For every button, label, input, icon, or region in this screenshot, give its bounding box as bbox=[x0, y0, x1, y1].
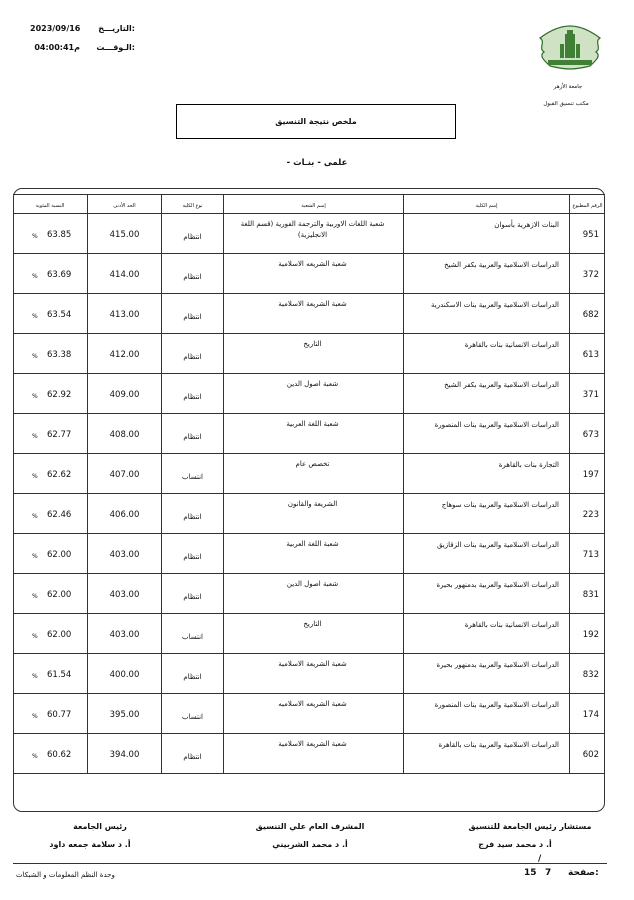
min-cell bbox=[87, 494, 161, 533]
pct-cell bbox=[13, 734, 87, 773]
header-type: نوع الكلية bbox=[161, 195, 223, 213]
type-cell bbox=[161, 254, 223, 293]
university-name: جامعة الأزهر bbox=[553, 84, 583, 90]
pct-unit: % bbox=[32, 433, 38, 440]
printed-code: 602 bbox=[582, 750, 599, 760]
printed-code: 192 bbox=[582, 630, 599, 640]
college-cell bbox=[403, 414, 569, 453]
page-separator: / bbox=[538, 854, 542, 864]
time-value: 04:00:41م bbox=[34, 43, 80, 52]
pct-cell bbox=[13, 454, 87, 493]
min-cell bbox=[87, 694, 161, 733]
pct-unit: % bbox=[32, 553, 38, 560]
code-cell bbox=[569, 254, 605, 293]
pct-value: 62.46 bbox=[47, 510, 72, 520]
college-name: الدراسات الاسلامية والعربية بكفر الشيخ bbox=[444, 381, 559, 389]
min-cell bbox=[87, 414, 161, 453]
pct-cell bbox=[13, 654, 87, 693]
supervisor-title: المشرف العام علي التنسيق bbox=[255, 822, 365, 831]
time-label: الـوقـــت: bbox=[96, 43, 135, 52]
branch-name: شعبة اللغات الاوربية والترجمة الفورية (قسم اللغة الانجليزية) bbox=[240, 220, 385, 239]
pct-cell bbox=[13, 574, 87, 613]
type-cell bbox=[161, 294, 223, 333]
code-cell bbox=[569, 534, 605, 573]
min-score: 413.00 bbox=[109, 310, 140, 320]
university-logo bbox=[534, 22, 606, 72]
branch-cell bbox=[223, 414, 403, 453]
president-name: أ. د سلامة جمعه داود bbox=[49, 840, 131, 849]
page-label: صفحة: bbox=[568, 868, 599, 878]
printed-code: 197 bbox=[582, 470, 599, 480]
report-title: ملخص نتيجة التنسيق bbox=[275, 117, 357, 126]
branch-name: شعبة الشريعه الاسلامية bbox=[278, 260, 347, 268]
pct-value: 61.54 bbox=[47, 670, 72, 680]
type-cell bbox=[161, 654, 223, 693]
printed-code: 832 bbox=[582, 670, 599, 680]
min-cell bbox=[87, 654, 161, 693]
type-cell bbox=[161, 334, 223, 373]
branch-cell bbox=[223, 574, 403, 613]
branch-cell bbox=[223, 494, 403, 533]
min-cell bbox=[87, 534, 161, 573]
pct-value: 62.92 bbox=[47, 390, 72, 400]
branch-name: شعبة الشريعه الاسلاميه bbox=[278, 700, 347, 708]
college-type: انتظام bbox=[183, 673, 202, 681]
min-score: 403.00 bbox=[109, 630, 140, 640]
table-row bbox=[13, 374, 605, 414]
branch-name: التاريخ bbox=[303, 620, 322, 628]
printed-code: 613 bbox=[582, 350, 599, 360]
pct-value: 60.62 bbox=[47, 750, 72, 760]
min-cell bbox=[87, 374, 161, 413]
branch-cell bbox=[223, 734, 403, 773]
pct-unit: % bbox=[32, 353, 38, 360]
printed-code: 174 bbox=[582, 710, 599, 720]
college-cell bbox=[403, 254, 569, 293]
college-cell bbox=[403, 454, 569, 493]
table-row bbox=[13, 734, 605, 774]
header-code: الرقم المطبوع bbox=[569, 195, 605, 213]
pct-unit: % bbox=[32, 753, 38, 760]
pct-unit: % bbox=[32, 633, 38, 640]
pct-cell bbox=[13, 294, 87, 333]
date-label: التاريـــخ: bbox=[98, 24, 135, 33]
college-cell bbox=[403, 294, 569, 333]
college-type: انتظام bbox=[183, 313, 202, 321]
table-row bbox=[13, 694, 605, 734]
table-row bbox=[13, 334, 605, 374]
college-name: الدراسات الاسلامية والعربية بنات المنصورة bbox=[434, 421, 559, 429]
page-total: 15 bbox=[524, 868, 537, 878]
code-cell bbox=[569, 614, 605, 653]
table-row bbox=[13, 454, 605, 494]
branch-name: شعبة الشريعة الاسلامية bbox=[278, 740, 347, 748]
college-name: الدراسات الاسلامية والعربية بنات الاسكندرية bbox=[431, 301, 559, 309]
azhar-emblem-icon bbox=[534, 22, 606, 72]
college-type: انتساب bbox=[182, 713, 203, 721]
branch-name: شعبة الشريعة الاسلامية bbox=[278, 300, 347, 308]
code-cell bbox=[569, 574, 605, 613]
min-score: 409.00 bbox=[109, 390, 140, 400]
table-row bbox=[13, 214, 605, 254]
pct-cell bbox=[13, 334, 87, 373]
college-name: الدراسات الاسلامية والعربية بدمنهور بحيرة bbox=[436, 581, 559, 589]
branch-cell bbox=[223, 294, 403, 333]
min-score: 394.00 bbox=[109, 750, 140, 760]
min-score: 414.00 bbox=[109, 270, 140, 280]
type-cell bbox=[161, 454, 223, 493]
report-title-box bbox=[176, 104, 456, 139]
header-branch: إسم الشعبة bbox=[223, 195, 403, 213]
min-score: 408.00 bbox=[109, 430, 140, 440]
printed-code: 682 bbox=[582, 310, 599, 320]
pct-cell bbox=[13, 374, 87, 413]
code-cell bbox=[569, 334, 605, 373]
pct-value: 62.00 bbox=[47, 590, 72, 600]
president-title: رئيس الجامعة bbox=[73, 822, 127, 831]
min-score: 406.00 bbox=[109, 510, 140, 520]
college-name: البنات الازهرية بأسوان bbox=[494, 221, 559, 229]
branch-name: تخصص عام bbox=[295, 460, 330, 468]
type-cell bbox=[161, 734, 223, 773]
min-score: 415.00 bbox=[109, 230, 140, 240]
college-type: انتظام bbox=[183, 353, 202, 361]
min-score: 412.00 bbox=[109, 350, 140, 360]
office-name: مكتب تنسيق القبول bbox=[543, 101, 589, 107]
college-cell bbox=[403, 654, 569, 693]
code-cell bbox=[569, 454, 605, 493]
printed-code: 372 bbox=[582, 270, 599, 280]
printed-code: 951 bbox=[582, 230, 599, 240]
pct-value: 63.54 bbox=[47, 310, 72, 320]
college-name: الدراسات الاسلامية والعربية بنات الزقازيق bbox=[436, 541, 559, 549]
college-cell bbox=[403, 374, 569, 413]
table-header-row bbox=[13, 194, 605, 214]
printed-code: 673 bbox=[582, 430, 599, 440]
college-cell bbox=[403, 734, 569, 773]
pct-unit: % bbox=[32, 393, 38, 400]
college-name: الدراسات الاسلامية والعربية بكفر الشيخ bbox=[444, 261, 559, 269]
branch-name: شعبة الشريعة الاسلامية bbox=[278, 660, 347, 668]
code-cell bbox=[569, 374, 605, 413]
min-score: 403.00 bbox=[109, 550, 140, 560]
pct-unit: % bbox=[32, 473, 38, 480]
code-cell bbox=[569, 494, 605, 533]
min-score: 403.00 bbox=[109, 590, 140, 600]
branch-name: شعبة اللغة العربية bbox=[286, 540, 339, 548]
branch-cell bbox=[223, 534, 403, 573]
type-cell bbox=[161, 374, 223, 413]
branch-cell bbox=[223, 614, 403, 653]
min-cell bbox=[87, 214, 161, 253]
type-cell bbox=[161, 574, 223, 613]
printed-code: 831 bbox=[582, 590, 599, 600]
min-cell bbox=[87, 254, 161, 293]
branch-name: الشريعة والقانون bbox=[287, 500, 338, 508]
min-score: 400.00 bbox=[109, 670, 140, 680]
table-row bbox=[13, 414, 605, 454]
type-cell bbox=[161, 614, 223, 653]
unit-name: وحدة النظم المعلومات و الشبكات bbox=[16, 871, 115, 879]
code-cell bbox=[569, 734, 605, 773]
college-type: انتظام bbox=[183, 593, 202, 601]
college-name: التجارة بنات بالقاهرة bbox=[498, 461, 559, 469]
branch-cell bbox=[223, 694, 403, 733]
college-type: انتظام bbox=[183, 233, 202, 241]
table-row bbox=[13, 534, 605, 574]
branch-cell bbox=[223, 334, 403, 373]
min-cell bbox=[87, 454, 161, 493]
college-cell bbox=[403, 614, 569, 653]
date-value: 2023/09/16 bbox=[30, 24, 81, 33]
type-cell bbox=[161, 494, 223, 533]
college-cell bbox=[403, 574, 569, 613]
college-type: انتساب bbox=[182, 473, 203, 481]
table-row bbox=[13, 294, 605, 334]
pct-value: 63.38 bbox=[47, 350, 72, 360]
pct-cell bbox=[13, 614, 87, 653]
college-name: الدراسات الانسانية بنات بالقاهرة bbox=[464, 621, 559, 629]
advisor-title: مستشار رئيس الجامعة للتنسيق bbox=[468, 822, 592, 831]
pct-value: 63.85 bbox=[47, 230, 72, 240]
college-cell bbox=[403, 494, 569, 533]
type-cell bbox=[161, 414, 223, 453]
footer-divider bbox=[13, 863, 607, 864]
pct-unit: % bbox=[32, 273, 38, 280]
college-type: انتظام bbox=[183, 273, 202, 281]
code-cell bbox=[569, 214, 605, 253]
pct-unit: % bbox=[32, 513, 38, 520]
branch-name: التاريخ bbox=[303, 340, 322, 348]
pct-cell bbox=[13, 494, 87, 533]
pct-unit: % bbox=[32, 233, 38, 240]
table-row bbox=[13, 614, 605, 654]
report-subtitle: - علمى - بنـات bbox=[286, 158, 348, 168]
printed-code: 713 bbox=[582, 550, 599, 560]
pct-value: 62.00 bbox=[47, 550, 72, 560]
pct-cell bbox=[13, 254, 87, 293]
branch-name: شعبة اللغة العربية bbox=[286, 420, 339, 428]
college-cell bbox=[403, 694, 569, 733]
college-type: انتظام bbox=[183, 433, 202, 441]
page-current: 7 bbox=[545, 868, 552, 878]
college-name: الدراسات الاسلامية والعربية بنات بالقاهرة bbox=[438, 741, 559, 749]
code-cell bbox=[569, 694, 605, 733]
table-row bbox=[13, 654, 605, 694]
pct-cell bbox=[13, 694, 87, 733]
printed-code: 371 bbox=[582, 390, 599, 400]
min-score: 395.00 bbox=[109, 710, 140, 720]
header-college: إسم الكلية bbox=[403, 195, 569, 213]
branch-name: شعبة اصول الدين bbox=[286, 380, 339, 388]
branch-cell bbox=[223, 454, 403, 493]
college-cell bbox=[403, 334, 569, 373]
pct-value: 62.77 bbox=[47, 430, 72, 440]
pct-value: 62.62 bbox=[47, 470, 72, 480]
min-score: 407.00 bbox=[109, 470, 140, 480]
code-cell bbox=[569, 654, 605, 693]
advisor-name: أ. د محمد سيد فرج bbox=[478, 840, 552, 849]
college-type: انتظام bbox=[183, 513, 202, 521]
pct-value: 63.69 bbox=[47, 270, 72, 280]
college-type: انتظام bbox=[183, 553, 202, 561]
pct-value: 60.77 bbox=[47, 710, 72, 720]
pct-value: 62.00 bbox=[47, 630, 72, 640]
min-cell bbox=[87, 294, 161, 333]
table-row bbox=[13, 574, 605, 614]
branch-cell bbox=[223, 254, 403, 293]
header-pct: النسبة المئوية bbox=[35, 203, 65, 209]
min-cell bbox=[87, 574, 161, 613]
branch-cell bbox=[223, 374, 403, 413]
pct-unit: % bbox=[32, 673, 38, 680]
branch-cell bbox=[223, 654, 403, 693]
college-name: الدراسات الاسلامية والعربية بنات المنصورة bbox=[434, 701, 559, 709]
type-cell bbox=[161, 214, 223, 253]
min-cell bbox=[87, 734, 161, 773]
branch-name: شعبة اصول الدين bbox=[286, 580, 339, 588]
college-cell bbox=[403, 214, 569, 253]
pct-unit: % bbox=[32, 713, 38, 720]
supervisor-name: أ. د محمد الشربيني bbox=[272, 840, 348, 849]
college-name: الدراسات الاسلامية والعربية بنات سوهاج bbox=[441, 501, 559, 509]
college-type: انتظام bbox=[183, 393, 202, 401]
college-type: انتساب bbox=[182, 633, 203, 641]
min-cell bbox=[87, 614, 161, 653]
pct-unit: % bbox=[32, 593, 38, 600]
code-cell bbox=[569, 414, 605, 453]
pct-cell bbox=[13, 534, 87, 573]
table-row bbox=[13, 494, 605, 534]
code-cell bbox=[569, 294, 605, 333]
college-name: الدراسات الانسانية بنات بالقاهرة bbox=[464, 341, 559, 349]
printed-code: 223 bbox=[582, 510, 599, 520]
pct-cell bbox=[13, 414, 87, 453]
table-row bbox=[13, 254, 605, 294]
college-name: الدراسات الاسلامية والعربية بدمنهور بحيرة bbox=[436, 661, 559, 669]
college-type: انتظام bbox=[183, 753, 202, 761]
type-cell bbox=[161, 534, 223, 573]
branch-cell bbox=[223, 214, 403, 253]
college-cell bbox=[403, 534, 569, 573]
type-cell bbox=[161, 694, 223, 733]
pct-unit: % bbox=[32, 313, 38, 320]
header-min: الحد الأدنى bbox=[87, 195, 161, 213]
min-cell bbox=[87, 334, 161, 373]
pct-cell bbox=[13, 214, 87, 253]
